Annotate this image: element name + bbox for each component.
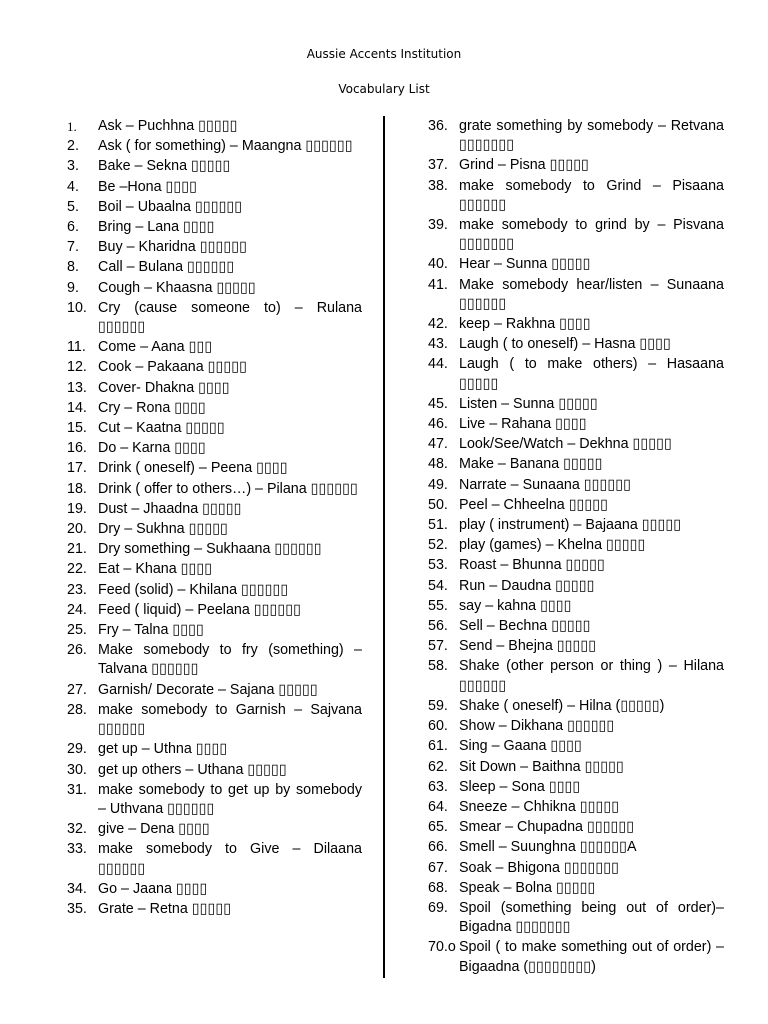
vocabulary-item xyxy=(428,899,724,937)
vocabulary-item xyxy=(67,238,362,257)
item-text: Dry – Sukhna ▯▯▯▯▯ xyxy=(98,521,228,538)
item-number: 46. xyxy=(428,416,448,433)
column-divider xyxy=(383,116,385,978)
item-text: make somebody to get up by somebody – Uthvana ▯▯▯▯▯▯ xyxy=(98,781,362,817)
vocabulary-item xyxy=(67,840,362,878)
item-number: 48. xyxy=(428,456,448,473)
item-text: Narrate – Sunaana ▯▯▯▯▯▯ xyxy=(459,476,631,493)
item-number: 17. xyxy=(67,460,87,477)
vocabulary-item xyxy=(428,778,724,797)
item-number: 32. xyxy=(67,821,87,838)
item-number: 49. xyxy=(428,476,448,493)
item-number: 69. xyxy=(428,899,448,916)
item-number: 13. xyxy=(67,379,87,396)
vocabulary-item xyxy=(67,500,362,519)
vocabulary-item xyxy=(428,637,724,656)
item-text: Cough – Khaasna ▯▯▯▯▯ xyxy=(98,279,256,296)
item-text: Do – Karna ▯▯▯▯ xyxy=(98,440,206,457)
vocabulary-item xyxy=(428,216,724,254)
item-text: Run – Daudna ▯▯▯▯▯ xyxy=(459,577,595,594)
vocabulary-item xyxy=(67,178,362,197)
item-text: play (games) – Khelna ▯▯▯▯▯ xyxy=(459,537,646,554)
item-number: 42. xyxy=(428,316,448,333)
item-text: Roast – Bhunna ▯▯▯▯▯ xyxy=(459,557,605,574)
item-number: 40. xyxy=(428,256,448,273)
item-number: 21. xyxy=(67,541,87,558)
item-number: 4. xyxy=(67,178,79,195)
vocabulary-item xyxy=(67,581,362,600)
vocabulary-item xyxy=(428,697,724,716)
item-text: keep – Rakhna ▯▯▯▯ xyxy=(459,316,591,333)
vocabulary-item xyxy=(67,218,362,237)
item-number: 10. xyxy=(67,299,87,316)
vocabulary-item xyxy=(67,358,362,377)
vocabulary-item xyxy=(428,255,724,274)
vocabulary-item xyxy=(428,838,724,857)
vocabulary-item xyxy=(428,476,724,495)
vocabulary-item xyxy=(428,415,724,434)
vocabulary-item xyxy=(67,379,362,398)
item-number: 20. xyxy=(67,521,87,538)
item-text: make somebody to Give – Dilaana ▯▯▯▯▯▯ xyxy=(98,841,362,877)
item-text: Speak – Bolna ▯▯▯▯▯ xyxy=(459,879,596,896)
item-number: 3. xyxy=(67,158,79,175)
item-text: Garnish/ Decorate – Sajana ▯▯▯▯▯ xyxy=(98,681,318,698)
item-text: Sell – Bechna ▯▯▯▯▯ xyxy=(459,618,591,635)
item-number: 28. xyxy=(67,701,87,718)
item-text: Spoil ( to make something out of order) – Bigaadna (▯▯▯▯▯▯▯▯) xyxy=(459,939,724,975)
item-number: 15. xyxy=(67,420,87,437)
item-text: Drink ( offer to others…) – Pilana ▯▯▯▯▯▯ xyxy=(98,480,358,497)
item-number: 62. xyxy=(428,758,448,775)
vocabulary-item xyxy=(428,938,724,976)
item-text: play ( instrument) – Bajaana ▯▯▯▯▯ xyxy=(459,517,682,534)
item-text: say – kahna ▯▯▯▯ xyxy=(459,597,572,614)
vocabulary-item xyxy=(67,299,362,337)
item-number: 23. xyxy=(67,581,87,598)
item-text: Sing – Gaana ▯▯▯▯ xyxy=(459,738,582,755)
item-number: 27. xyxy=(67,681,87,698)
item-text: make somebody to grind by – Pisvana ▯▯▯▯▯▯▯ xyxy=(459,217,724,253)
item-text: Drink ( oneself) – Peena ▯▯▯▯ xyxy=(98,460,288,477)
vocabulary-item xyxy=(67,198,362,217)
item-text: Boil – Ubaalna ▯▯▯▯▯▯ xyxy=(98,198,243,215)
item-number: 38. xyxy=(428,177,448,194)
vocabulary-item xyxy=(67,641,362,679)
vocabulary-item xyxy=(67,740,362,759)
item-number: 36. xyxy=(428,118,448,134)
vocabulary-item xyxy=(67,338,362,357)
vocabulary-item xyxy=(67,900,362,919)
item-text: Listen – Sunna ▯▯▯▯▯ xyxy=(459,395,598,412)
vocabulary-item xyxy=(428,879,724,898)
item-text: Grind – Pisna ▯▯▯▯▯ xyxy=(459,157,589,174)
item-text: Smell – Suunghna ▯▯▯▯▯▯A xyxy=(459,839,637,856)
item-text: Sleep – Sona ▯▯▯▯ xyxy=(459,778,581,795)
item-number: 44. xyxy=(428,356,448,373)
item-number: 67. xyxy=(428,859,448,876)
vocabulary-item xyxy=(428,536,724,555)
item-number: 7. xyxy=(67,239,79,256)
item-text: Make somebody to fry (something) – Talvana ▯▯▯▯▯▯ xyxy=(98,642,362,678)
vocabulary-item xyxy=(428,818,724,837)
vocabulary-item xyxy=(428,737,724,756)
vocabulary-item xyxy=(428,717,724,736)
item-number: 56. xyxy=(428,618,448,635)
item-text: Smear – Chupadna ▯▯▯▯▯▯ xyxy=(459,819,635,836)
item-number: 60. xyxy=(428,718,448,735)
item-text: Spoil (something being out of order)– Bigadna ▯▯▯▯▯▯▯ xyxy=(459,899,724,936)
item-text: Hear – Sunna ▯▯▯▯▯ xyxy=(459,256,591,273)
item-text: Cry – Rona ▯▯▯▯ xyxy=(98,399,206,416)
vocabulary-item xyxy=(67,621,362,640)
vocabulary-item xyxy=(428,859,724,878)
item-text: Sit Down – Baithna ▯▯▯▯▯ xyxy=(459,758,624,775)
item-text: Eat – Khana ▯▯▯▯ xyxy=(98,561,213,578)
vocabulary-item xyxy=(428,597,724,616)
item-text: Feed ( liquid) – Peelana ▯▯▯▯▯▯ xyxy=(98,601,301,618)
item-number: 51. xyxy=(428,517,448,534)
item-text: Bake – Sekna ▯▯▯▯▯ xyxy=(98,158,231,175)
vocabulary-item xyxy=(67,419,362,438)
item-text: Cover- Dhakna ▯▯▯▯ xyxy=(98,379,230,396)
item-number: 16. xyxy=(67,440,87,457)
item-number: 43. xyxy=(428,336,448,353)
item-text: Call – Bulana ▯▯▯▯▯▯ xyxy=(98,259,235,276)
item-text: Shake ( oneself) – Hilna (▯▯▯▯▯) xyxy=(459,697,665,714)
item-number: 35. xyxy=(67,900,87,917)
vocabulary-item xyxy=(67,279,362,298)
item-number: 18. xyxy=(67,480,87,497)
item-text: Make somebody hear/listen – Sunaana ▯▯▯▯▯▯ xyxy=(459,276,724,312)
item-number: 47. xyxy=(428,436,448,453)
item-text: Cry (cause someone to) – Rulana ▯▯▯▯▯▯ xyxy=(98,299,362,336)
item-number: 14. xyxy=(67,399,87,416)
item-number: 25. xyxy=(67,622,87,639)
item-text: Live – Rahana ▯▯▯▯ xyxy=(459,416,587,433)
item-number: 12. xyxy=(67,359,87,376)
vocabulary-item xyxy=(67,117,362,136)
item-number: 37. xyxy=(428,157,448,174)
item-number: 61. xyxy=(428,738,448,755)
vocabulary-item xyxy=(67,399,362,418)
vocabulary-item xyxy=(67,258,362,277)
item-text: Go – Jaana ▯▯▯▯ xyxy=(98,880,208,897)
vocabulary-item xyxy=(67,157,362,176)
item-text: make somebody to Grind – Pisaana ▯▯▯▯▯▯ xyxy=(459,177,724,213)
item-text: Come – Aana ▯▯▯ xyxy=(98,339,213,356)
item-text: Dry something – Sukhaana ▯▯▯▯▯▯ xyxy=(98,541,322,558)
item-number: 11. xyxy=(67,339,86,356)
item-number: 63. xyxy=(428,778,448,795)
item-number: 6. xyxy=(67,219,79,236)
vocabulary-item xyxy=(428,758,724,777)
item-number: 54. xyxy=(428,577,448,594)
item-number: 52. xyxy=(428,537,448,554)
item-text: get up – Uthna ▯▯▯▯ xyxy=(98,741,228,758)
document-subtitle: Vocabulary List xyxy=(338,82,430,96)
vocabulary-item xyxy=(428,156,724,175)
item-number: 5. xyxy=(67,198,79,215)
item-number: 55. xyxy=(428,597,448,614)
vocabulary-item xyxy=(428,657,724,695)
item-number: 34. xyxy=(67,880,87,897)
vocabulary-item xyxy=(428,516,724,535)
vocabulary-item xyxy=(67,459,362,478)
item-number: 26. xyxy=(67,642,87,659)
vocabulary-item xyxy=(428,276,724,314)
item-text: grate something by somebody – Retvana ▯▯▯▯▯▯▯ xyxy=(459,118,724,154)
item-number: 33. xyxy=(67,841,87,858)
item-number: 68. xyxy=(428,879,448,896)
vocabulary-column-left xyxy=(67,117,362,920)
item-text: Buy – Kharidna ▯▯▯▯▯▯ xyxy=(98,239,247,256)
item-text: Show – Dikhana ▯▯▯▯▯▯ xyxy=(459,718,615,735)
vocabulary-column-right xyxy=(428,117,724,978)
vocabulary-item xyxy=(67,781,362,819)
vocabulary-item xyxy=(428,335,724,354)
item-text: Laugh ( to make others) – Hasaana ▯▯▯▯▯ xyxy=(459,356,724,392)
vocabulary-item xyxy=(428,496,724,515)
vocabulary-item xyxy=(67,137,362,156)
item-text: Feed (solid) – Khilana ▯▯▯▯▯▯ xyxy=(98,581,289,598)
item-number: 24. xyxy=(67,601,87,618)
vocabulary-item xyxy=(67,880,362,899)
vocabulary-item xyxy=(428,355,724,393)
item-text: Sneeze – Chhikna ▯▯▯▯▯ xyxy=(459,798,620,815)
item-number: 29. xyxy=(67,741,87,758)
item-text: make somebody to Garnish – Sajvana ▯▯▯▯▯▯ xyxy=(98,701,362,738)
item-number: 8. xyxy=(67,259,79,276)
item-text: Be –Hona ▯▯▯▯ xyxy=(98,178,198,195)
item-text: Make – Banana ▯▯▯▯▯ xyxy=(459,456,603,473)
item-number: 59. xyxy=(428,697,448,714)
vocabulary-item xyxy=(67,540,362,559)
item-number: 2. xyxy=(67,138,79,155)
item-text: Ask ( for something) – Maangna ▯▯▯▯▯▯ xyxy=(98,138,353,155)
vocabulary-item xyxy=(67,761,362,780)
item-number: 1. xyxy=(67,119,77,134)
vocabulary-item xyxy=(67,601,362,620)
vocabulary-item xyxy=(67,560,362,579)
vocabulary-item xyxy=(67,820,362,839)
vocabulary-item xyxy=(428,315,724,334)
item-number: 22. xyxy=(67,561,87,578)
item-text: Look/See/Watch – Dekhna ▯▯▯▯▯ xyxy=(459,436,672,453)
item-number: 19. xyxy=(67,500,87,517)
vocabulary-item xyxy=(428,798,724,817)
vocabulary-item xyxy=(428,556,724,575)
vocabulary-item xyxy=(67,439,362,458)
document-title: Aussie Accents Institution xyxy=(306,47,462,61)
item-text: Cut – Kaatna ▯▯▯▯▯ xyxy=(98,420,225,437)
item-text: Shake (other person or thing ) – Hilana ▯▯▯▯▯▯ xyxy=(459,658,724,694)
vocabulary-item xyxy=(67,701,362,739)
item-text: Fry – Talna ▯▯▯▯ xyxy=(98,622,204,639)
item-text: Grate – Retna ▯▯▯▯▯ xyxy=(98,900,232,917)
item-number: 64. xyxy=(428,798,448,815)
vocabulary-item xyxy=(67,480,362,499)
item-text: Dust – Jhaadna ▯▯▯▯▯ xyxy=(98,500,242,517)
item-number: 30. xyxy=(67,761,87,778)
item-number: 39. xyxy=(428,217,448,234)
item-number: 41. xyxy=(428,276,448,293)
item-text: Laugh ( to oneself) – Hasna ▯▯▯▯ xyxy=(459,336,671,353)
item-number: 45. xyxy=(428,395,448,412)
item-number: 66. xyxy=(428,839,448,856)
item-text: Send – Bhejna ▯▯▯▯▯ xyxy=(459,638,597,655)
vocabulary-item xyxy=(428,117,724,155)
vocabulary-item xyxy=(428,395,724,414)
item-text: Soak – Bhigona ▯▯▯▯▯▯▯ xyxy=(459,859,619,876)
item-text: give – Dena ▯▯▯▯ xyxy=(98,821,210,838)
item-number: 31. xyxy=(67,781,87,798)
item-text: Cook – Pakaana ▯▯▯▯▯ xyxy=(98,359,248,376)
vocabulary-item xyxy=(428,577,724,596)
vocabulary-item xyxy=(428,435,724,454)
item-number: 53. xyxy=(428,557,448,574)
vocabulary-item xyxy=(428,177,724,215)
vocabulary-item xyxy=(428,455,724,474)
item-number: 50. xyxy=(428,496,448,513)
item-number: 9. xyxy=(67,279,79,296)
item-number: 57. xyxy=(428,638,448,655)
item-number: 70.o xyxy=(428,939,456,956)
item-number: 65. xyxy=(428,819,448,836)
item-text: Bring – Lana ▯▯▯▯ xyxy=(98,219,215,236)
item-text: get up others – Uthana ▯▯▯▯▯ xyxy=(98,761,287,778)
vocabulary-item xyxy=(67,681,362,700)
item-text: Ask – Puchhna ▯▯▯▯▯ xyxy=(98,118,238,134)
vocabulary-item xyxy=(67,520,362,539)
item-text: Peel – Chheelna ▯▯▯▯▯ xyxy=(459,496,609,513)
item-number: 58. xyxy=(428,658,448,675)
vocabulary-item xyxy=(428,617,724,636)
